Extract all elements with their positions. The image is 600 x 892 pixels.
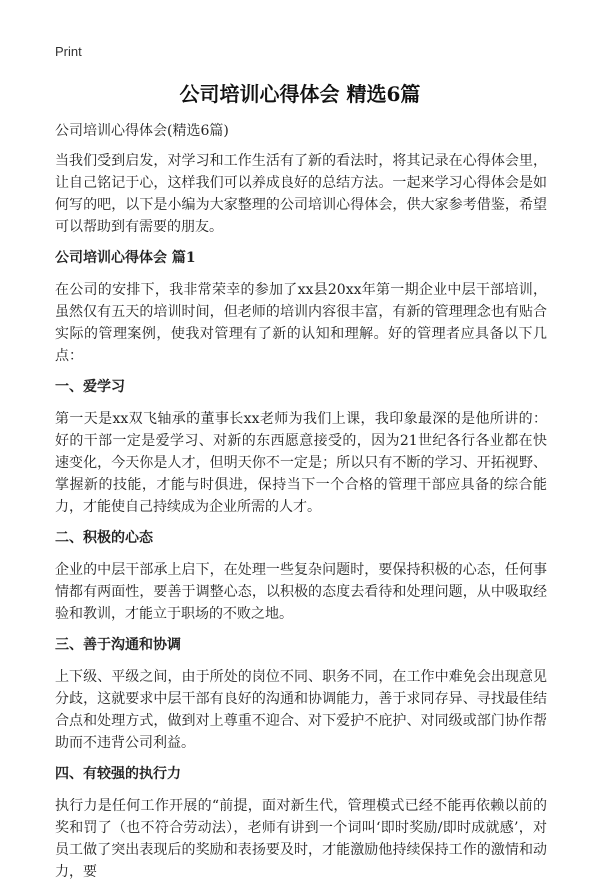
page-title: 公司培训心得体会 精选6篇 [179,82,421,106]
document-subtitle: 公司培训心得体会(精选6篇) [55,123,229,139]
section-body-communication: 上下级、平级之间，由于所处的岗位不同、职务不同，在工作中难免会出现意见分歧，这就要求中层干部有良好的沟通和协调能力，善于求同存异、寻找最佳结合点和处理方式，做到对上尊重不迎合、对下爱护不庇护、对同级或部门协作帮助而不违背公司利益。 [55,669,547,751]
section-heading-execution: 四、有较强的执行力 [55,766,181,782]
document-body [55,120,547,892]
print-link[interactable]: Print [55,44,82,59]
section-body-attitude: 企业的中层干部承上启下，在处理一些复杂问题时，要保持积极的心态，任何事情都有两面性，要善于调整心态，以积极的态度去看待和处理问题，从中吸取经验和教训，才能立于职场的不败之地。 [55,562,547,622]
section-heading-communication: 三、善于沟通和协调 [55,637,181,653]
section-heading-learning: 一、爱学习 [55,379,125,395]
section-body-execution: 执行力是任何工作开展的“前提，面对新生代，管理模式已经不能再依赖以前的奖和罚了（也不符合劳动法），老师有讲到一个词叫‘即时奖励/即时成就感’，对员工做了突出表现后的奖励和表扬要及时，才能激励他持续保持工作的激情和动力，要 [55,798,547,880]
section-body-learning: 第一天是xx双飞轴承的董事长xx老师为我们上课，我印象最深的是他所讲的：好的干部一定是爱学习、对新的东西愿意接受的，因为21世纪各行各业都在快速变化，今天你是人才，但明天你不一定是；所以只有不断的学习、开拓视野、掌握新的技能，才能与时俱进，保持当下一个合格的管理干部应具备的综合能力，才能使自己持续成为企业所需的人才。 [55,411,547,515]
intro-paragraph: 当我们受到启发，对学习和工作生活有了新的看法时，将其记录在心得体会里，让自己铭记于心，这样我们可以养成良好的总结方法。一起来学习心得体会是如何写的吧，以下是小编为大家整理的公司培训心得体会，供大家参考借鉴，希望可以帮助到有需要的朋友。 [55,153,547,235]
article-heading: 公司培训心得体会 篇1 [55,250,196,266]
article-intro-paragraph: 在公司的安排下，我非常荣幸的参加了xx县20xx年第一期企业中层干部培训，虽然仅有五天的培训时间，但老师的培训内容很丰富，有新的管理理念也有贴合实际的管理案例，使我对管理有了新的认知和理解。好的管理者应具备以下几点： [55,282,547,364]
section-heading-attitude: 二、积极的心态 [55,530,153,546]
